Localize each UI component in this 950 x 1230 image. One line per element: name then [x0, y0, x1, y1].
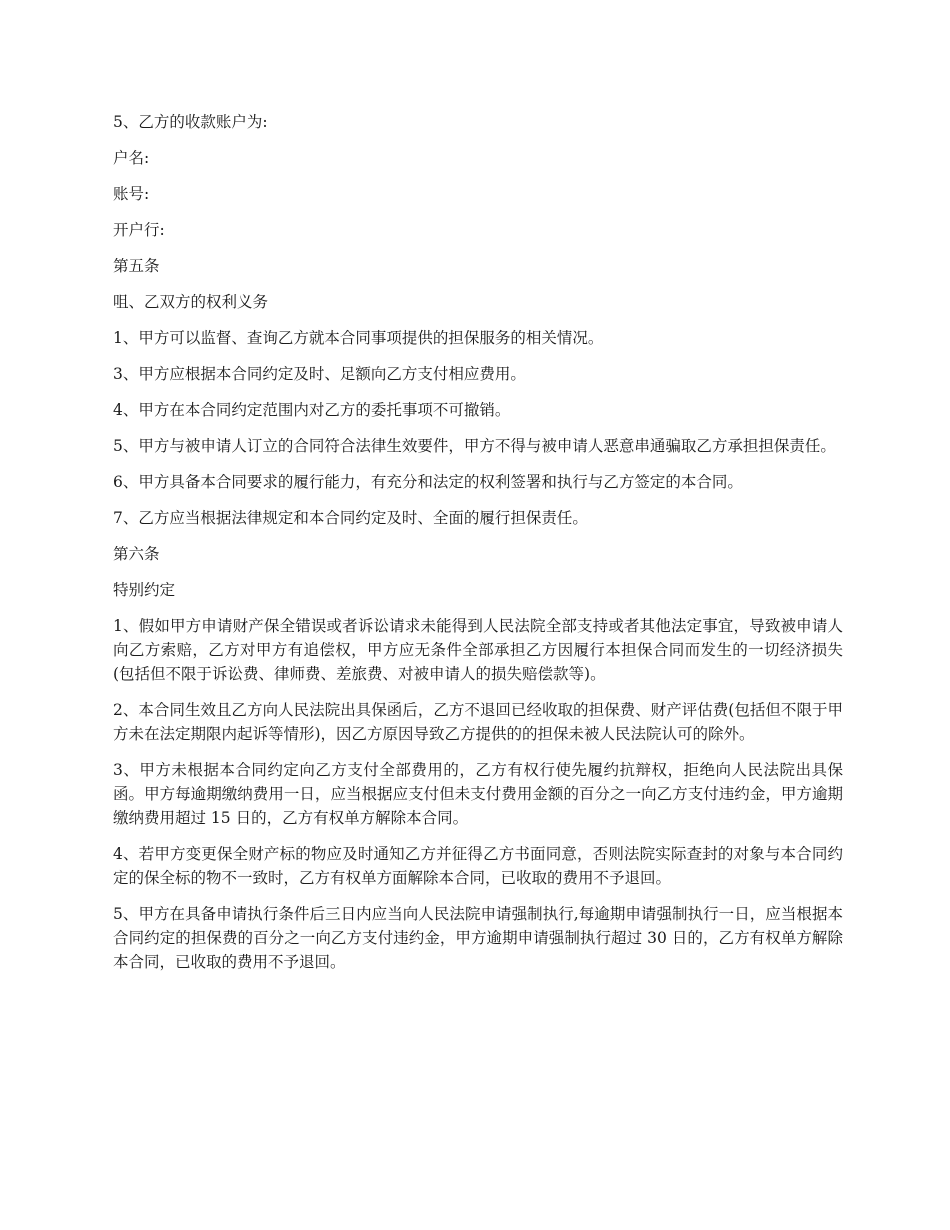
article-5-item-7: 7、乙方应当根据法律规定和本合同约定及时、全面的履行担保责任。: [113, 509, 588, 527]
paragraph-account-name: 户名:: [113, 149, 150, 167]
article-5-heading: 第五条: [113, 257, 160, 275]
document-body: [113, 110, 843, 986]
article-5-item-1: 1、甲方可以监督、查询乙方就本合同事项提供的担保服务的相关情况。: [113, 329, 604, 347]
article-5-title: 咀、乙双方的权利义务: [113, 293, 269, 311]
article-5-item-5: 5、甲方与被申请人订立的合同符合法律生效要件，甲方不得与被申请人恶意串通骗取乙方承担担保责任。: [113, 437, 836, 455]
article-6-item-4: 4、若甲方变更保全财产标的物应及时通知乙方并征得乙方书面同意，否则法院实际查封的对象与本合同约定的保全标的物不一致时，乙方有权单方面解除本合同，已收取的费用不予退回。: [113, 845, 843, 887]
article-6-title: 特别约定: [113, 581, 176, 599]
article-6-item-5: 5、甲方在具备申请执行条件后三日内应当向人民法院申请强制执行,每逾期申请强制执行一日，应当根据本合同约定的担保费的百分之一向乙方支付违约金，甲方逾期申请强制执行超过 30 日的，乙方有权单方解除本合同，已收取的费用不予退回。: [113, 905, 843, 971]
paragraph-account-heading: 5、乙方的收款账户为:: [113, 113, 268, 131]
article-5-item-6: 6、甲方具备本合同要求的履行能力，有充分和法定的权利签署和执行与乙方签定的本合同。: [113, 473, 743, 491]
article-6-item-3: 3、甲方未根据本合同约定向乙方支付全部费用的，乙方有权行使先履约抗辩权，拒绝向人民法院出具保函。甲方每逾期缴纳费用一日，应当根据应支付但未支付费用金额的百分之一向乙方支付违约金，甲方逾期缴纳费用超过 15 日的，乙方有权单方解除本合同。: [113, 761, 843, 827]
article-6-item-1: 1、假如甲方申请财产保全错误或者诉讼请求未能得到人民法院全部支持或者其他法定事宜，导致被申请人向乙方索赔，乙方对甲方有追偿权，甲方应无条件全部承担乙方因履行本担保合同而发生的一切经济损失(包括但不限于诉讼费、律师费、差旅费、对被申请人的损失赔偿款等)。: [113, 617, 843, 683]
article-5-item-3: 3、甲方应根据本合同约定及时、足额向乙方支付相应费用。: [113, 365, 526, 383]
paragraph-account-bank: 开户行:: [113, 221, 165, 239]
paragraph-account-number: 账号:: [113, 185, 150, 203]
article-6-item-2: 2、本合同生效且乙方向人民法院出具保函后，乙方不退回已经收取的担保费、财产评估费(包括但不限于甲方未在法定期限内起诉等情形)，因乙方原因导致乙方提供的的担保未被人民法院认可的除外。: [113, 701, 843, 743]
article-5-item-4: 4、甲方在本合同约定范围内对乙方的委托事项不可撤销。: [113, 401, 511, 419]
article-6-heading: 第六条: [113, 545, 160, 563]
